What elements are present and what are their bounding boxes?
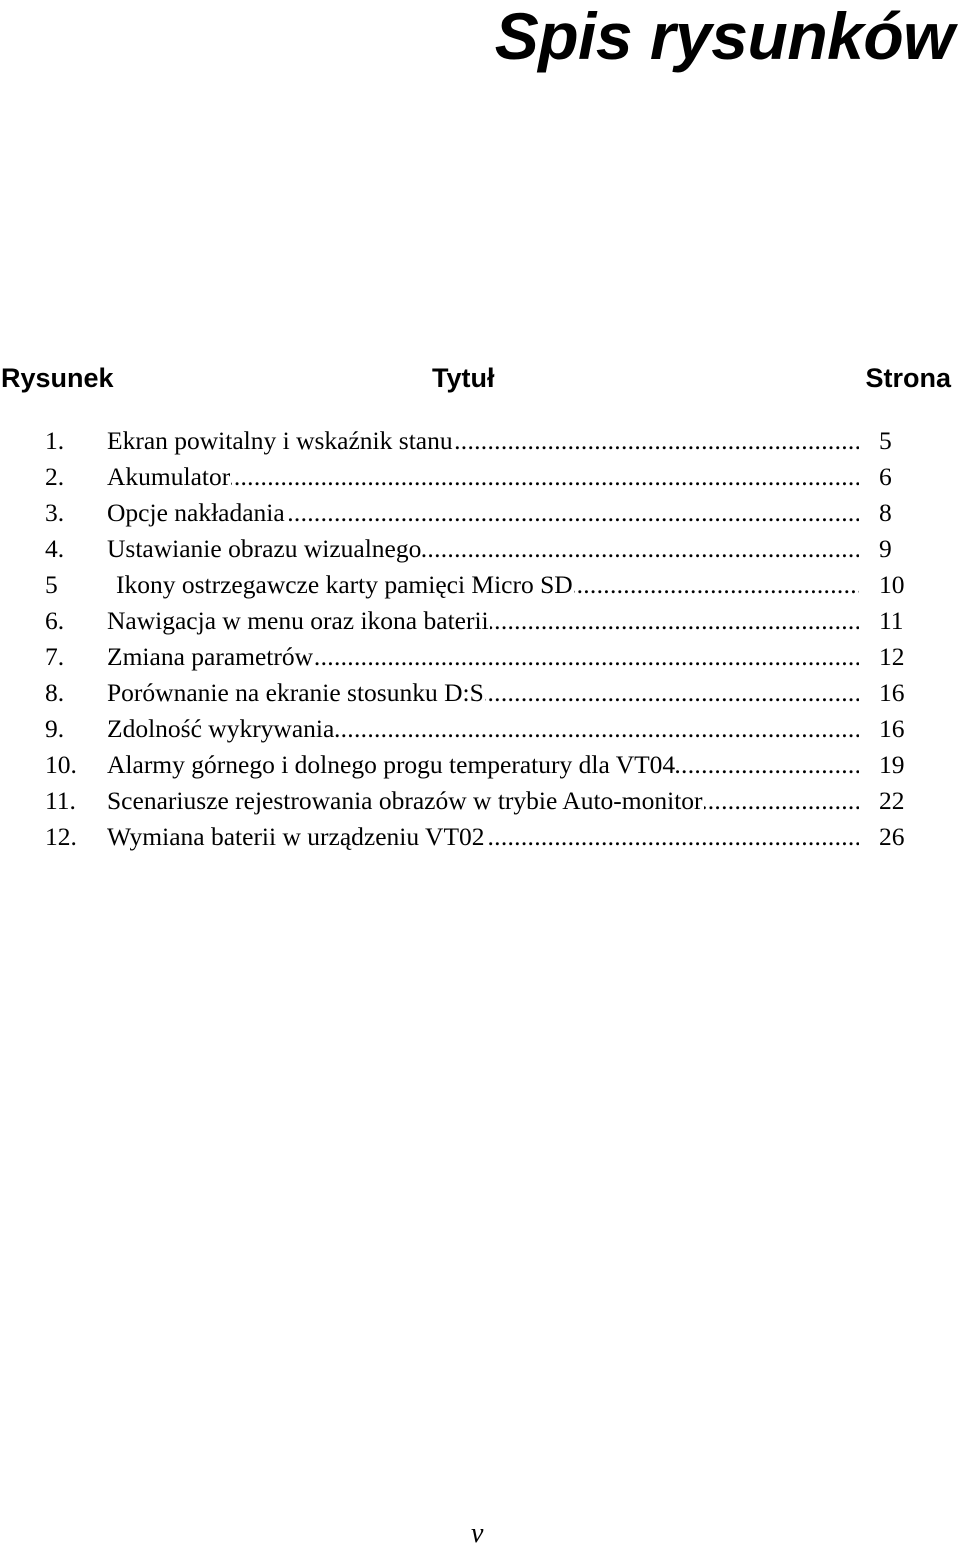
toc-entry-title: Wymiana baterii w urządzeniu VT02 (107, 822, 485, 851)
toc-entry[interactable] (0, 425, 960, 461)
column-header-title: Tytuł (432, 363, 495, 393)
toc-entry-number: 8. (45, 678, 65, 707)
toc-entry[interactable] (0, 749, 960, 785)
toc-entry-title: Alarmy górnego i dolnego progu temperatury dla VT04 (107, 750, 676, 779)
toc-entry-number: 5 (45, 570, 58, 599)
toc-entry-number: 2. (45, 462, 65, 491)
footer-page-number: v (471, 1518, 484, 1549)
toc-entry[interactable] (0, 821, 960, 857)
toc-entry-title: Ustawianie obrazu wizualnego (107, 534, 422, 563)
toc-entry[interactable] (0, 677, 960, 713)
toc-entry-title: Ikony ostrzegawcze karty pamięci Micro SD (116, 570, 573, 599)
toc-entry-page: 26 (879, 822, 905, 851)
toc-entry[interactable] (0, 713, 960, 749)
toc-entry-number: 4. (45, 534, 65, 563)
toc-entry-title: Akumulator (107, 462, 231, 491)
toc-entry-page: 6 (879, 462, 892, 491)
toc-entry-title-leader (107, 461, 859, 493)
toc-entry-title: Zmiana parametrów (107, 642, 314, 671)
toc-entry-page: 10 (879, 570, 905, 599)
toc-entry[interactable] (0, 569, 960, 605)
toc-entry-title-leader (116, 569, 859, 601)
toc-entry[interactable] (0, 533, 960, 569)
toc-entry-number: 12. (45, 822, 77, 851)
toc-entry-number: 9. (45, 714, 65, 743)
toc-entry-title-leader (107, 497, 859, 529)
column-header-page: Strona (865, 363, 951, 393)
toc-entry-page: 8 (879, 498, 892, 527)
toc-entry[interactable] (0, 785, 960, 821)
toc-entry-title: Nawigacja w menu oraz ikona baterii (107, 606, 489, 635)
toc-entry[interactable] (0, 605, 960, 641)
column-header-figure: Rysunek (1, 363, 114, 393)
toc-entry-number: 3. (45, 498, 65, 527)
toc-entry-page: 11 (879, 606, 904, 635)
toc-entry-title-leader (107, 605, 859, 637)
toc-entry[interactable] (0, 641, 960, 677)
toc-entry-page: 16 (879, 714, 905, 743)
toc-entry-page: 19 (879, 750, 905, 779)
toc-entry-number: 6. (45, 606, 65, 635)
toc-entry-title-leader (107, 713, 859, 745)
toc-entry-page: 22 (879, 786, 905, 815)
toc-entry-number: 1. (45, 426, 65, 455)
toc-entry-title-leader (107, 425, 859, 457)
toc-entry[interactable] (0, 497, 960, 533)
toc-entry-page: 12 (879, 642, 905, 671)
toc-entry-title: Zdolność wykrywania (107, 714, 335, 743)
toc-entry-title: Scenariusze rejestrowania obrazów w trybie Auto-monitor (107, 786, 703, 815)
list-of-figures (0, 425, 960, 857)
toc-entry-number: 10. (45, 750, 77, 779)
toc-entry-title-leader (107, 749, 859, 781)
toc-entry-number: 7. (45, 642, 65, 671)
toc-entry-page: 16 (879, 678, 905, 707)
toc-entry[interactable] (0, 461, 960, 497)
toc-entry-title-leader (107, 821, 859, 853)
toc-entry-title-leader (107, 533, 859, 565)
toc-entry-page: 5 (879, 426, 892, 455)
toc-entry-title-leader (107, 641, 859, 673)
toc-entry-title: Ekran powitalny i wskaźnik stanu (107, 426, 453, 455)
page-title: Spis rysunków (494, 0, 954, 73)
toc-entry-title: Porównanie na ekranie stosunku D:S (107, 678, 484, 707)
toc-entry-title-leader (107, 677, 859, 709)
toc-entry-title-leader (107, 785, 859, 817)
toc-entry-page: 9 (879, 534, 892, 563)
toc-entry-number: 11. (45, 786, 76, 815)
toc-entry-title: Opcje nakładania (107, 498, 285, 527)
